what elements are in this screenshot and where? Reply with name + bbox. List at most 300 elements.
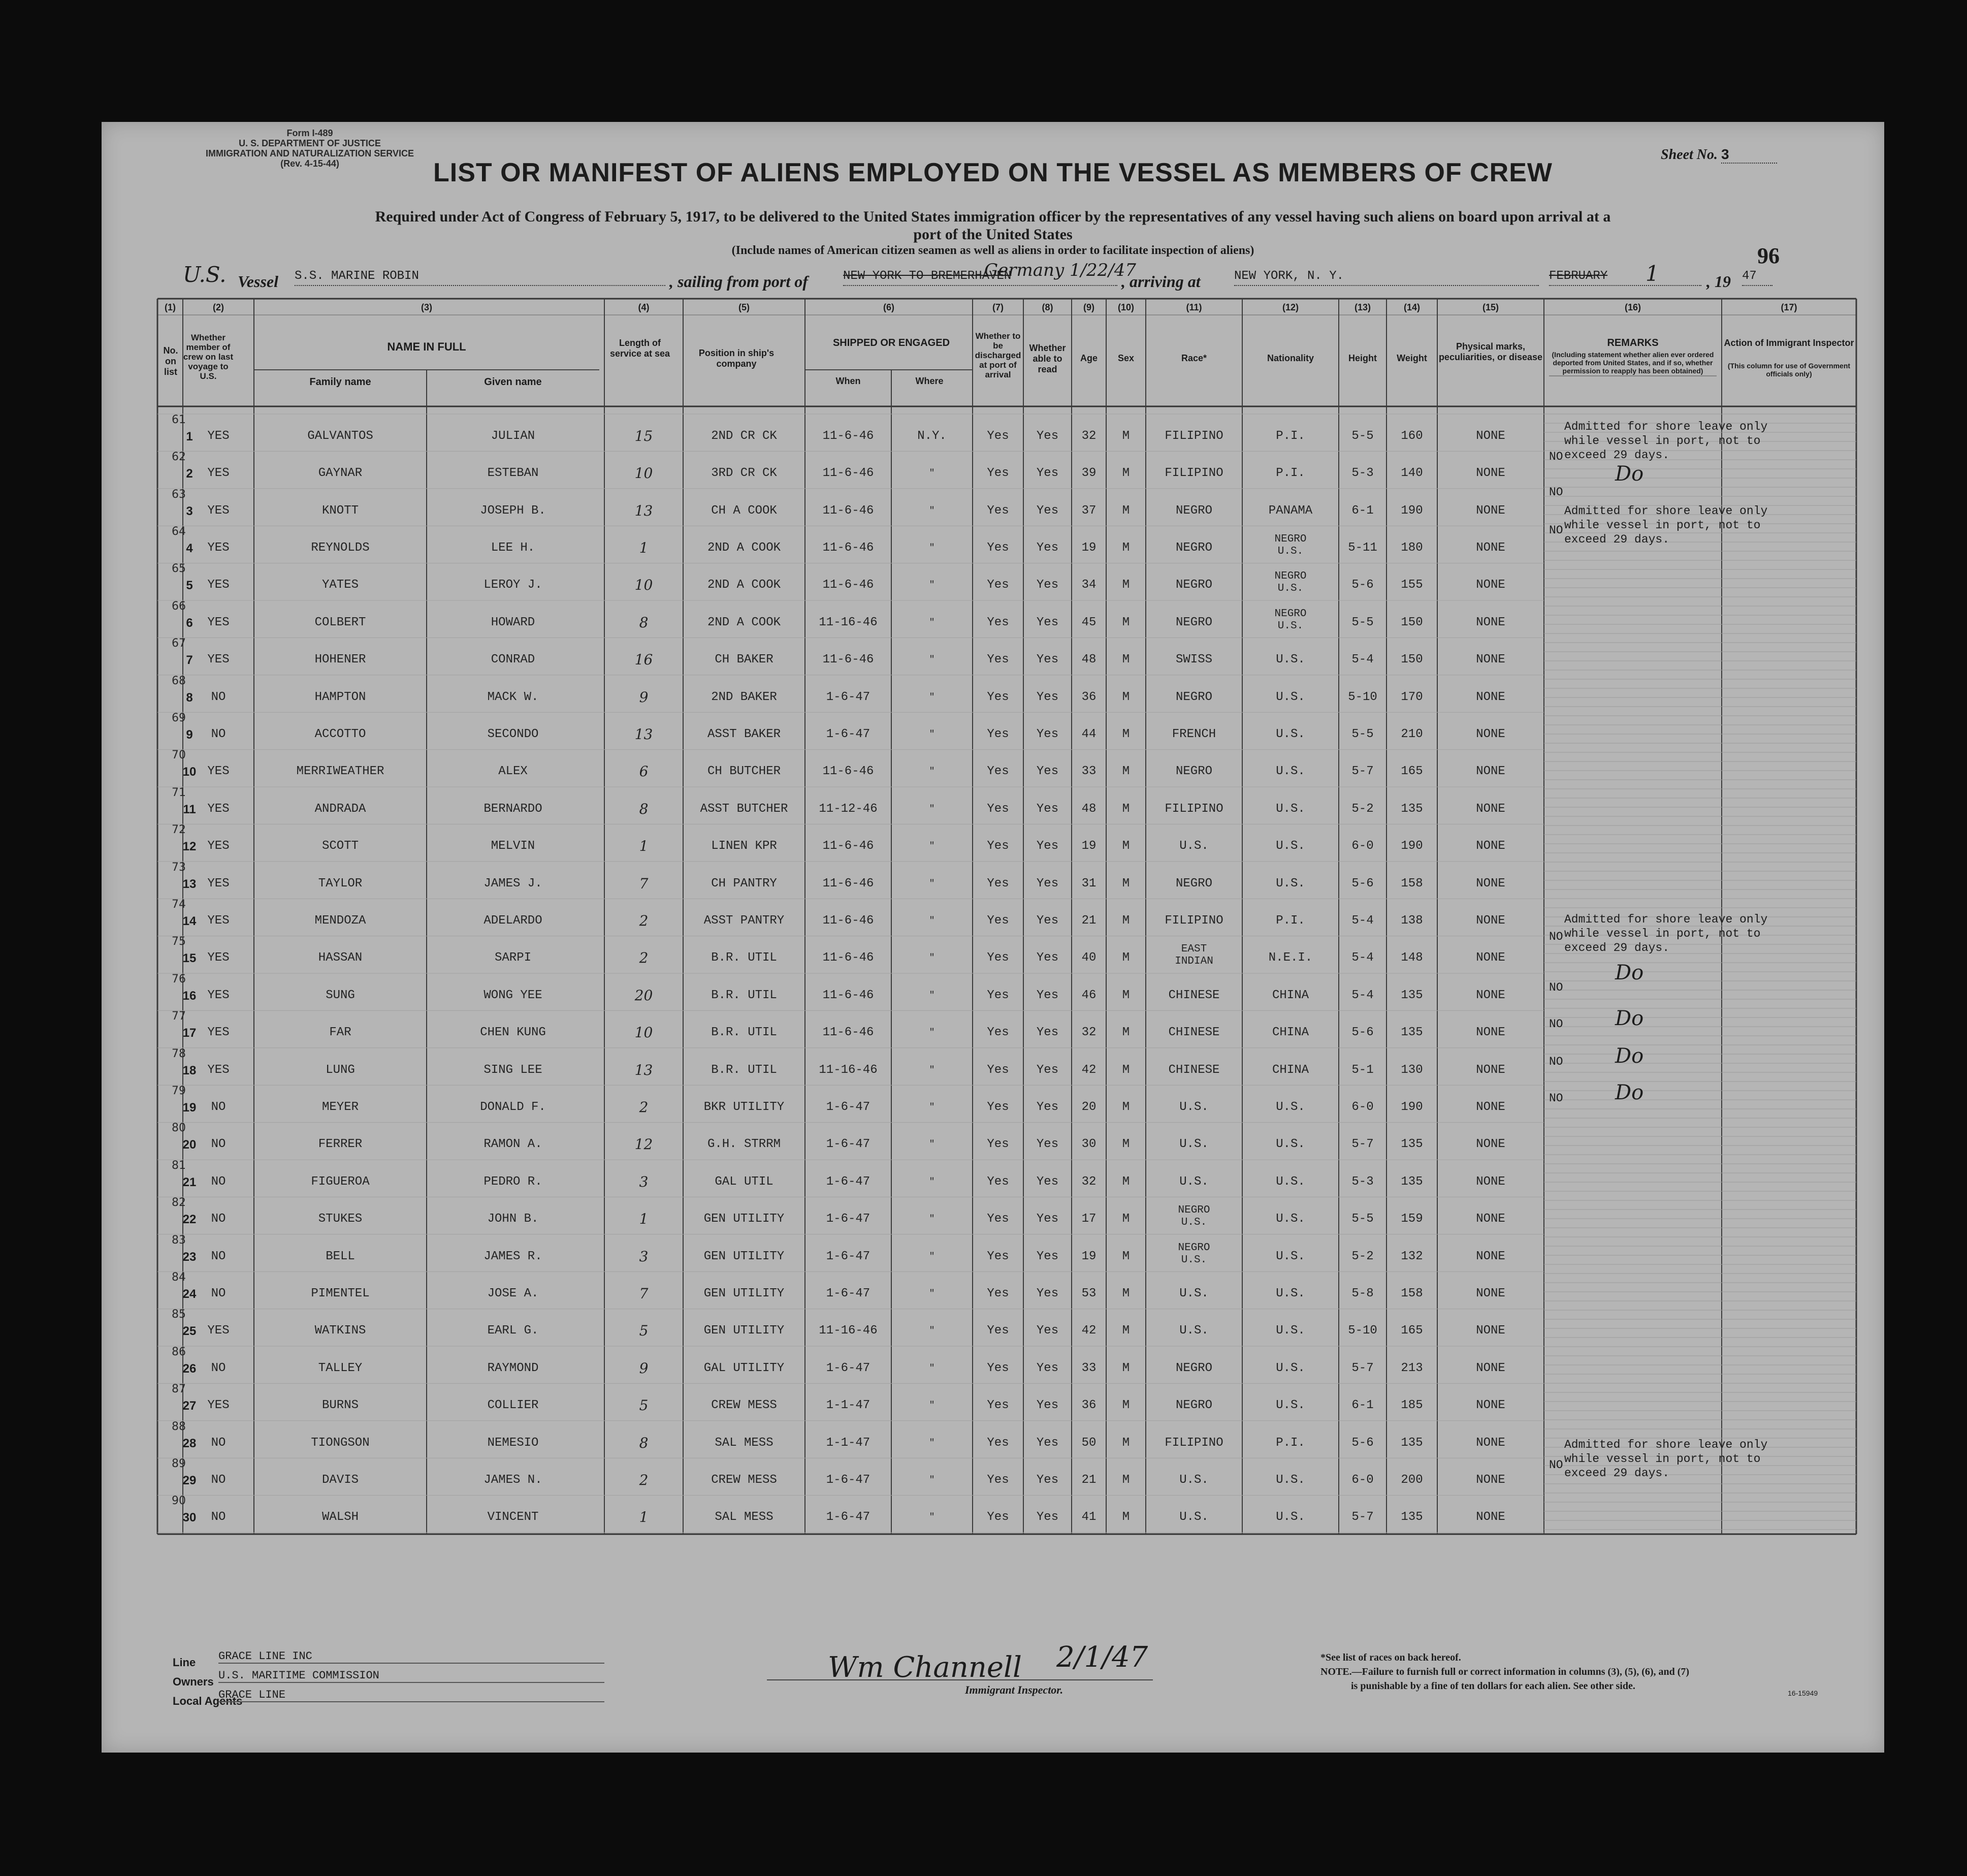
sequence-number: 87 bbox=[172, 1383, 186, 1396]
physical-marks: NONE bbox=[1476, 1398, 1505, 1413]
shipped-when: 1-6-47 bbox=[826, 1510, 870, 1524]
height: 5-10 bbox=[1348, 1324, 1377, 1338]
shipped-where: N.Y. bbox=[917, 429, 947, 443]
family-name: FIGUEROA bbox=[311, 1174, 370, 1189]
race bbox=[1146, 943, 1242, 968]
race: FILIPINO bbox=[1165, 802, 1223, 816]
list-number: 24 bbox=[182, 1287, 197, 1301]
shipped-where: " bbox=[929, 655, 935, 665]
cell-line: NEGRO bbox=[1274, 608, 1307, 620]
nationality: U.S. bbox=[1276, 727, 1305, 741]
remark-line: exceed 29 days. bbox=[1564, 941, 1670, 955]
service-length: 2 bbox=[639, 949, 649, 967]
column-number: (11) bbox=[1186, 302, 1202, 312]
ditto-row-15: Do bbox=[1615, 961, 1644, 984]
weight: 148 bbox=[1401, 951, 1423, 965]
sheet-value: 3 bbox=[1721, 146, 1777, 164]
race: CHINESE bbox=[1168, 1026, 1220, 1040]
race: U.S. bbox=[1179, 1100, 1209, 1114]
physical-marks: NONE bbox=[1476, 503, 1505, 518]
sequence-number: 61 bbox=[172, 413, 186, 426]
nationality: P.I. bbox=[1276, 466, 1305, 481]
able-to-read: Yes bbox=[1036, 1100, 1059, 1114]
able-to-read: Yes bbox=[1036, 1324, 1059, 1338]
list-number: 10 bbox=[182, 765, 197, 779]
last-voyage: YES bbox=[207, 1324, 230, 1338]
nationality bbox=[1242, 608, 1339, 632]
family-name: FERRER bbox=[318, 1137, 363, 1152]
head-action-note: (This column for use of Government officials only) bbox=[1727, 362, 1851, 378]
physical-marks: NONE bbox=[1476, 1473, 1505, 1487]
head-sex: Sex bbox=[1117, 353, 1135, 363]
weight: 158 bbox=[1401, 876, 1423, 891]
cell-line: EAST bbox=[1181, 943, 1207, 956]
discharged: Yes bbox=[987, 690, 1009, 704]
nationality: U.S. bbox=[1276, 1100, 1305, 1114]
race: U.S. bbox=[1179, 839, 1209, 853]
column-number: (2) bbox=[213, 302, 224, 312]
race: NEGRO bbox=[1175, 1398, 1212, 1413]
ditto-row-18: Do bbox=[1615, 1081, 1644, 1104]
list-number: 7 bbox=[186, 653, 193, 667]
nationality: U.S. bbox=[1276, 1174, 1305, 1189]
sequence-number: 75 bbox=[172, 935, 186, 948]
column-number: (14) bbox=[1403, 302, 1420, 312]
cell-line: INDIAN bbox=[1175, 956, 1213, 968]
height: 5-2 bbox=[1351, 802, 1374, 816]
able-to-read: Yes bbox=[1036, 1361, 1059, 1375]
weight: 170 bbox=[1401, 690, 1423, 704]
position: G.H. STRRM bbox=[707, 1137, 781, 1152]
physical-marks: NONE bbox=[1476, 1063, 1505, 1077]
sequence-number: 65 bbox=[172, 562, 186, 576]
height: 5-3 bbox=[1351, 1174, 1374, 1189]
height: 5-4 bbox=[1351, 913, 1374, 928]
discharged: Yes bbox=[987, 503, 1009, 518]
list-number: 12 bbox=[182, 840, 197, 854]
weight: 158 bbox=[1401, 1286, 1423, 1300]
list-number: 13 bbox=[182, 877, 197, 891]
position: CREW MESS bbox=[711, 1473, 777, 1487]
column-number: (7) bbox=[992, 302, 1004, 312]
last-voyage: YES bbox=[207, 578, 230, 592]
last-voyage: YES bbox=[207, 765, 230, 779]
agents-value: GRACE LINE bbox=[218, 1689, 604, 1702]
shipped-where: " bbox=[929, 1326, 935, 1337]
sex: M bbox=[1122, 429, 1130, 443]
last-voyage: YES bbox=[207, 466, 230, 481]
ditto-row-17: Do bbox=[1615, 1044, 1644, 1068]
height: 5-6 bbox=[1351, 1436, 1374, 1450]
family-name: YATES bbox=[321, 578, 359, 592]
race: NEGRO bbox=[1175, 876, 1212, 891]
remark-line: while vessel in port, not to bbox=[1564, 1452, 1761, 1466]
discharged: Yes bbox=[987, 1510, 1009, 1524]
discharged: Yes bbox=[987, 1324, 1009, 1338]
position: GEN UTILITY bbox=[703, 1212, 785, 1226]
list-number: 3 bbox=[186, 504, 193, 518]
age: 53 bbox=[1081, 1286, 1097, 1300]
family-name: WALSH bbox=[321, 1510, 359, 1524]
list-number: 22 bbox=[182, 1213, 197, 1227]
nationality: U.S. bbox=[1276, 1398, 1305, 1413]
print-code: 16-15949 bbox=[1788, 1689, 1818, 1697]
age: 32 bbox=[1081, 1174, 1097, 1189]
given-name: MACK W. bbox=[487, 690, 539, 704]
nationality: U.S. bbox=[1276, 802, 1305, 816]
given-name: JAMES R. bbox=[483, 1249, 542, 1263]
nationality: P.I. bbox=[1276, 1436, 1305, 1450]
column-number: (6) bbox=[883, 302, 894, 312]
nationality: U.S. bbox=[1276, 876, 1305, 891]
given-name: JOSE A. bbox=[487, 1286, 539, 1300]
given-name: SING LEE bbox=[483, 1063, 542, 1077]
shipped-when: 11-6-46 bbox=[822, 540, 874, 555]
discharged: Yes bbox=[987, 1063, 1009, 1077]
race: U.S. bbox=[1179, 1137, 1209, 1152]
head-nationality: Nationality bbox=[1267, 353, 1314, 363]
discharged: Yes bbox=[987, 540, 1009, 555]
service-length: 20 bbox=[634, 987, 653, 1004]
family-name: WATKINS bbox=[314, 1324, 366, 1338]
position: CH BUTCHER bbox=[707, 765, 781, 779]
physical-marks: NONE bbox=[1476, 802, 1505, 816]
owners-value: U.S. MARITIME COMMISSION bbox=[218, 1669, 604, 1683]
list-number: 11 bbox=[183, 802, 196, 816]
column-number: (9) bbox=[1083, 302, 1094, 312]
shipped-when: 11-6-46 bbox=[822, 578, 874, 592]
list-number: 15 bbox=[182, 951, 197, 966]
shipped-where: " bbox=[929, 1251, 935, 1262]
service-length: 3 bbox=[639, 1248, 649, 1265]
weight: 135 bbox=[1401, 802, 1423, 816]
shipped-when: 11-6-46 bbox=[822, 913, 874, 928]
sex: M bbox=[1122, 1361, 1130, 1375]
shipped-where: " bbox=[929, 1475, 935, 1485]
shipped-when: 11-12-46 bbox=[819, 802, 878, 816]
weight: 140 bbox=[1401, 466, 1423, 481]
discharged: Yes bbox=[987, 1137, 1009, 1152]
given-name: EARL G. bbox=[487, 1324, 539, 1338]
head-name: NAME IN FULL bbox=[387, 340, 466, 353]
head-position: Position in ship's company bbox=[698, 348, 775, 369]
vessel-name: S.S. MARINE ROBIN bbox=[295, 269, 665, 286]
discharged: Yes bbox=[987, 578, 1009, 592]
sequence-number: 64 bbox=[172, 525, 186, 538]
position: GEN UTILITY bbox=[703, 1249, 785, 1263]
physical-marks: NONE bbox=[1476, 951, 1505, 965]
page-stamp: 96 bbox=[1757, 243, 1780, 268]
sex: M bbox=[1122, 876, 1130, 891]
shipped-where: " bbox=[929, 1438, 935, 1448]
race: FILIPINO bbox=[1165, 913, 1223, 928]
position: GAL UTIL bbox=[715, 1174, 773, 1189]
age: 17 bbox=[1081, 1212, 1097, 1226]
family-name: FAR bbox=[329, 1026, 351, 1040]
cell-line: U.S. bbox=[1181, 1217, 1207, 1229]
sequence-number: 66 bbox=[172, 599, 186, 613]
height: 5-7 bbox=[1351, 1510, 1374, 1524]
age: 50 bbox=[1081, 1436, 1097, 1450]
service: IMMIGRATION AND NATURALIZATION SERVICE bbox=[206, 148, 414, 158]
shipped-where: " bbox=[929, 1028, 935, 1038]
discharged: Yes bbox=[987, 429, 1009, 443]
head-read: Whether able to read bbox=[1029, 343, 1066, 374]
remark-row-28 bbox=[1564, 1438, 1767, 1480]
revision: (Rev. 4-15-44) bbox=[280, 158, 339, 169]
list-number: 1 bbox=[186, 429, 193, 443]
discharged: Yes bbox=[987, 1436, 1009, 1450]
nationality: U.S. bbox=[1276, 1324, 1305, 1338]
list-number: 9 bbox=[186, 727, 193, 742]
family-name: SCOTT bbox=[321, 839, 359, 853]
head-family: Family name bbox=[309, 376, 371, 388]
shipped-when: 11-6-46 bbox=[822, 876, 874, 891]
remark-line: while vessel in port, not to bbox=[1564, 519, 1761, 532]
remark-line: exceed 29 days. bbox=[1564, 449, 1670, 462]
remark-line: while vessel in port, not to bbox=[1564, 434, 1761, 448]
weight: 180 bbox=[1401, 540, 1423, 555]
line-label: Line bbox=[173, 1656, 196, 1669]
last-voyage: NO bbox=[211, 1436, 226, 1450]
year-prefix: , 19 bbox=[1706, 272, 1731, 291]
shipped-when: 11-6-46 bbox=[822, 429, 874, 443]
family-name: BURNS bbox=[321, 1398, 359, 1413]
given-name: RAYMOND bbox=[487, 1361, 539, 1375]
weight: 132 bbox=[1401, 1249, 1423, 1263]
sex: M bbox=[1122, 690, 1130, 704]
position: B.R. UTIL bbox=[711, 1026, 777, 1040]
service-length: 10 bbox=[634, 465, 653, 482]
given-name: JULIAN bbox=[491, 429, 535, 443]
age: 42 bbox=[1081, 1063, 1097, 1077]
shipped-where: " bbox=[929, 990, 935, 1001]
sex: M bbox=[1122, 1510, 1130, 1524]
nationality: U.S. bbox=[1276, 1212, 1305, 1226]
shipped-when: 11-6-46 bbox=[822, 839, 874, 853]
able-to-read: Yes bbox=[1036, 1249, 1059, 1263]
given-name: CHEN KUNG bbox=[480, 1026, 546, 1040]
physical-marks: NONE bbox=[1476, 1361, 1505, 1375]
discharged: Yes bbox=[987, 765, 1009, 779]
signature-line bbox=[767, 1679, 1153, 1680]
age: 21 bbox=[1081, 913, 1097, 928]
sequence-number: 76 bbox=[172, 972, 186, 985]
weight: 135 bbox=[1401, 988, 1423, 1002]
position: 2ND A COOK bbox=[707, 578, 781, 592]
head-remarks-note: (Including statement whether alien ever ordered deported from United States, and if so, whether permission to reapply has been obtained) bbox=[1552, 351, 1714, 375]
shipped-when: 11-16-46 bbox=[819, 1063, 878, 1077]
discharged: Yes bbox=[987, 466, 1009, 481]
sequence-number: 85 bbox=[172, 1308, 186, 1321]
sequence-number: 89 bbox=[172, 1457, 186, 1470]
sex: M bbox=[1122, 988, 1130, 1002]
race: FILIPINO bbox=[1165, 1436, 1223, 1450]
family-name: GAYNAR bbox=[318, 466, 363, 481]
weight: 130 bbox=[1401, 1063, 1423, 1077]
head-action: Action of Immigrant Inspector bbox=[1724, 338, 1854, 348]
age: 39 bbox=[1081, 466, 1097, 481]
family-name: STUKES bbox=[318, 1212, 363, 1226]
column-number: (17) bbox=[1781, 302, 1797, 312]
cell-line: NEGRO bbox=[1274, 533, 1307, 545]
discharged: Yes bbox=[987, 1361, 1009, 1375]
list-number: 25 bbox=[182, 1324, 197, 1339]
head-last-voyage: Whether member of crew on last voyage to U.S. bbox=[183, 333, 234, 381]
list-number: 20 bbox=[182, 1138, 197, 1152]
given-name: RAMON A. bbox=[483, 1137, 542, 1152]
shipped-when: 1-1-47 bbox=[826, 1398, 870, 1413]
able-to-read: Yes bbox=[1036, 1473, 1059, 1487]
service-length: 13 bbox=[634, 725, 653, 743]
shipped-where: " bbox=[929, 1401, 935, 1411]
physical-marks: NONE bbox=[1476, 1026, 1505, 1040]
weight: 135 bbox=[1401, 1436, 1423, 1450]
family-name: PIMENTEL bbox=[311, 1286, 370, 1300]
family-name: SUNG bbox=[326, 988, 355, 1002]
discharged: Yes bbox=[987, 1473, 1009, 1487]
shipped-where: " bbox=[929, 580, 935, 591]
able-to-read: Yes bbox=[1036, 1510, 1059, 1524]
race: SWISS bbox=[1175, 653, 1212, 667]
last-voyage: YES bbox=[207, 653, 230, 667]
list-number: 30 bbox=[182, 1511, 197, 1525]
last-voyage: YES bbox=[207, 876, 230, 891]
cell-line: NEGRO bbox=[1274, 570, 1307, 583]
discharged: Yes bbox=[987, 1212, 1009, 1226]
head-given: Given name bbox=[484, 376, 542, 388]
last-voyage: NO bbox=[211, 1174, 226, 1189]
given-name: BERNARDO bbox=[483, 802, 542, 816]
sequence-number: 72 bbox=[172, 823, 186, 837]
able-to-read: Yes bbox=[1036, 839, 1059, 853]
able-to-read: Yes bbox=[1036, 540, 1059, 555]
race: U.S. bbox=[1179, 1174, 1209, 1189]
cell-line: U.S. bbox=[1277, 620, 1304, 632]
list-number: 29 bbox=[182, 1473, 197, 1487]
able-to-read: Yes bbox=[1036, 578, 1059, 592]
arrival-month: FEBRUARY bbox=[1549, 269, 1701, 286]
ditto-row-2: Do bbox=[1615, 462, 1644, 486]
list-number: 23 bbox=[182, 1250, 197, 1264]
weight: 200 bbox=[1401, 1473, 1423, 1487]
shipped-where: " bbox=[929, 1363, 935, 1374]
given-name: NEMESIO bbox=[487, 1436, 539, 1450]
subtitle-act: Required under Act of Congress of February 5, 1917, to be delivered to the United States immigration officer by the representatives of any vessel having such aliens on board upon arrival at a bbox=[375, 208, 1611, 225]
family-name: REYNOLDS bbox=[311, 540, 370, 555]
discharged: Yes bbox=[987, 913, 1009, 928]
able-to-read: Yes bbox=[1036, 1286, 1059, 1300]
head-no: No. on list bbox=[163, 345, 178, 377]
able-to-read: Yes bbox=[1036, 1137, 1059, 1152]
weight: 138 bbox=[1401, 913, 1423, 928]
list-number: 4 bbox=[186, 541, 193, 555]
last-voyage: NO bbox=[211, 1100, 226, 1114]
sex: M bbox=[1122, 951, 1130, 965]
sequence-number: 74 bbox=[172, 898, 186, 911]
age: 33 bbox=[1081, 1361, 1097, 1375]
race: NEGRO bbox=[1175, 1361, 1212, 1375]
nationality bbox=[1242, 533, 1339, 558]
nationality: U.S. bbox=[1276, 1473, 1305, 1487]
discharged: Yes bbox=[987, 951, 1009, 965]
head-weight: Weight bbox=[1397, 353, 1427, 363]
position: 3RD CR CK bbox=[711, 466, 777, 481]
race: NEGRO bbox=[1175, 765, 1212, 779]
races-note: *See list of races on back hereof. bbox=[1320, 1652, 1461, 1663]
position: 2ND CR CK bbox=[711, 429, 777, 443]
able-to-read: Yes bbox=[1036, 913, 1059, 928]
age: 41 bbox=[1081, 1510, 1097, 1524]
family-name: MENDOZA bbox=[314, 913, 366, 928]
weight: 135 bbox=[1401, 1026, 1423, 1040]
discharged: Yes bbox=[987, 727, 1009, 741]
nationality: U.S. bbox=[1276, 839, 1305, 853]
column-number: (1) bbox=[165, 302, 176, 312]
position: B.R. UTIL bbox=[711, 988, 777, 1002]
given-name: ADELARDO bbox=[483, 913, 542, 928]
race: CHINESE bbox=[1168, 988, 1220, 1002]
race: NEGRO bbox=[1175, 615, 1212, 629]
penalty-note-1: NOTE.—Failure to furnish full or correct information in columns (3), (5), (6), and (7) bbox=[1320, 1666, 1690, 1677]
discharged: Yes bbox=[987, 1100, 1009, 1114]
given-name: COLLIER bbox=[487, 1398, 539, 1413]
able-to-read: Yes bbox=[1036, 765, 1059, 779]
given-name: ALEX bbox=[498, 765, 528, 779]
ditto-row-16: Do bbox=[1615, 1007, 1644, 1030]
able-to-read: Yes bbox=[1036, 653, 1059, 667]
service-length: 6 bbox=[639, 763, 649, 780]
sex: M bbox=[1122, 1174, 1130, 1189]
head-marks: Physical marks, peculiarities, or disease bbox=[1438, 341, 1543, 362]
head-length: Length of service at sea bbox=[609, 338, 670, 359]
able-to-read: Yes bbox=[1036, 951, 1059, 965]
service-length: 16 bbox=[634, 651, 653, 669]
service-length: 10 bbox=[634, 1024, 653, 1041]
sex: M bbox=[1122, 578, 1130, 592]
weight: 135 bbox=[1401, 1510, 1423, 1524]
last-voyage: YES bbox=[207, 988, 230, 1002]
list-number: 8 bbox=[186, 690, 193, 705]
list-number: 5 bbox=[186, 579, 193, 593]
column-number: (12) bbox=[1282, 302, 1299, 312]
height: 5-5 bbox=[1351, 1212, 1374, 1226]
hand-us: U.S. bbox=[183, 262, 227, 287]
shipped-where: " bbox=[929, 1139, 935, 1150]
shipped-when: 1-1-47 bbox=[826, 1436, 870, 1450]
race bbox=[1146, 1204, 1242, 1229]
discharged: Yes bbox=[987, 1026, 1009, 1040]
sequence-number: 71 bbox=[172, 786, 186, 799]
nationality: U.S. bbox=[1276, 765, 1305, 779]
head-shipped: SHIPPED OR ENGAGED bbox=[832, 337, 950, 348]
family-name: TALLEY bbox=[318, 1361, 363, 1375]
list-number: 2 bbox=[186, 467, 193, 481]
weight: 213 bbox=[1401, 1361, 1423, 1375]
given-name: WONG YEE bbox=[483, 988, 542, 1002]
race bbox=[1146, 1242, 1242, 1266]
race: FILIPINO bbox=[1165, 429, 1223, 443]
able-to-read: Yes bbox=[1036, 988, 1059, 1002]
shipped-when: 11-6-46 bbox=[822, 466, 874, 481]
height: 6-1 bbox=[1351, 503, 1374, 518]
last-voyage: NO bbox=[211, 690, 226, 704]
height: 5-10 bbox=[1348, 690, 1377, 704]
age: 20 bbox=[1081, 1100, 1097, 1114]
given-name: MELVIN bbox=[491, 839, 535, 853]
column-number: (10) bbox=[1117, 302, 1134, 312]
sequence-number: 70 bbox=[172, 749, 186, 762]
